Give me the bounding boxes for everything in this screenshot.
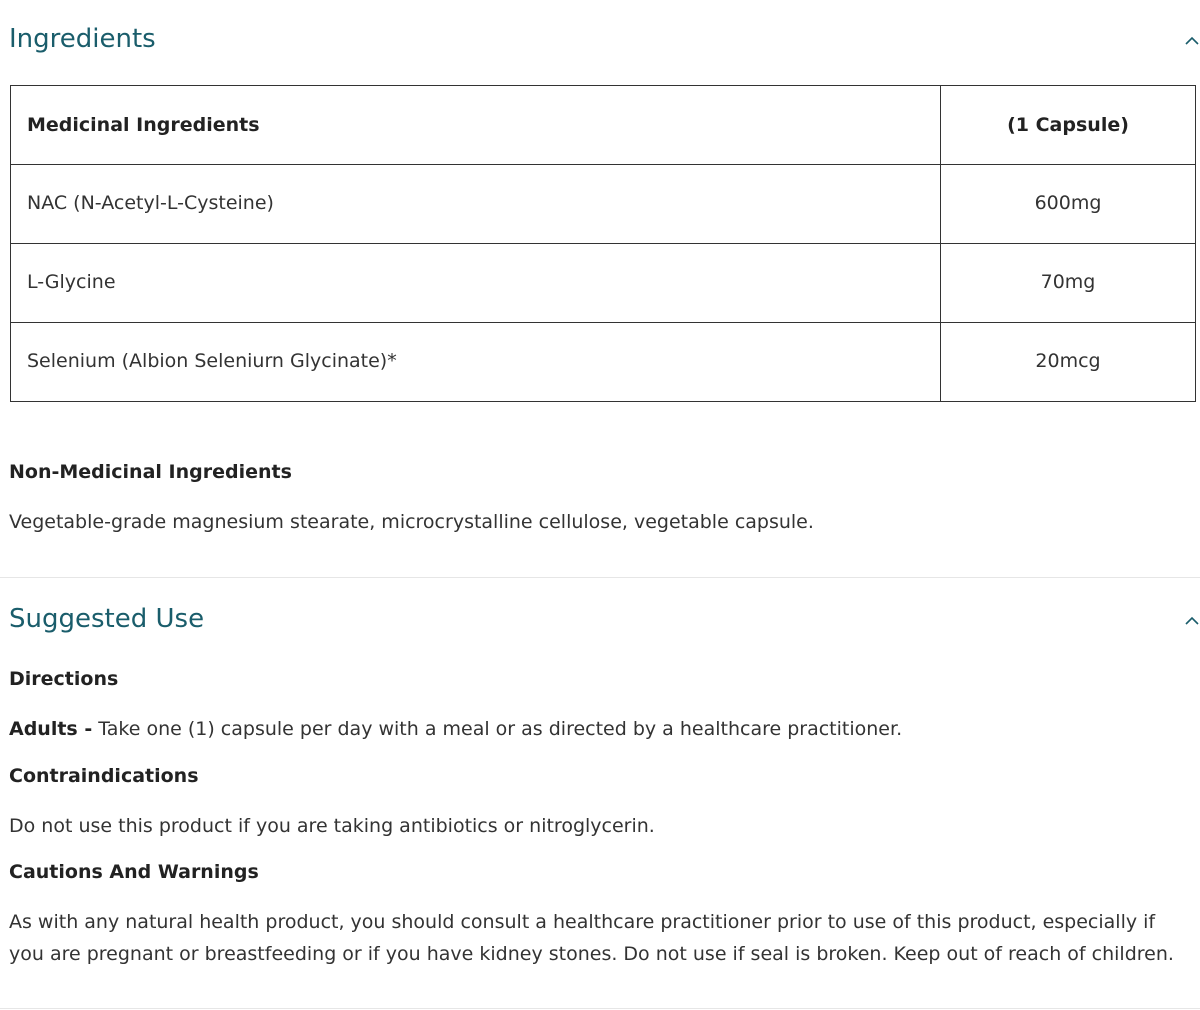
section-divider (0, 577, 1200, 578)
non-medicinal-heading: Non-Medicinal Ingredients (9, 461, 292, 483)
table-row (11, 323, 1196, 402)
directions-text (9, 713, 902, 745)
ingredient-amount: 70mg (941, 244, 1196, 323)
medicinal-ingredients-header: Medicinal Ingredients (11, 86, 941, 165)
chevron-up-icon[interactable] (1184, 613, 1200, 629)
non-medicinal-text: Vegetable-grade magnesium stearate, microcrystalline cellulose, vegetable capsule. (9, 511, 814, 533)
ingredient-name: NAC (N-Acetyl-L-Cysteine) (11, 165, 941, 244)
table-row (11, 244, 1196, 323)
contraindications-heading: Contraindications (9, 765, 199, 787)
section-divider (0, 1008, 1200, 1009)
table-header-row (11, 86, 1196, 165)
ingredients-title: Ingredients (9, 24, 156, 54)
ingredient-amount: 600mg (941, 165, 1196, 244)
dose-header: (1 Capsule) (941, 86, 1196, 165)
cautions-text-line-1: As with any natural health product, you should consult a healthcare practitioner prior to use of this product, especially if (9, 911, 1156, 933)
cautions-heading: Cautions And Warnings (9, 861, 259, 883)
ingredients-table (10, 85, 1196, 402)
ingredient-amount: 20mcg (941, 323, 1196, 402)
adults-label: Adults - (9, 718, 93, 740)
cautions-text-line-2: you are pregnant or breastfeeding or if you have kidney stones. Do not use if seal is broken. Keep out of reach of children. (9, 943, 1174, 965)
ingredient-name: L-Glycine (11, 244, 941, 323)
contraindications-text: Do not use this product if you are taking antibiotics or nitroglycerin. (9, 815, 655, 837)
chevron-up-icon[interactable] (1184, 33, 1200, 49)
directions-heading: Directions (9, 668, 119, 690)
table-row (11, 165, 1196, 244)
suggested-use-title: Suggested Use (9, 604, 205, 634)
directions-body: Take one (1) capsule per day with a meal or as directed by a healthcare practitioner. (92, 718, 903, 740)
ingredient-name: Selenium (Albion Seleniurn Glycinate)* (11, 323, 941, 402)
